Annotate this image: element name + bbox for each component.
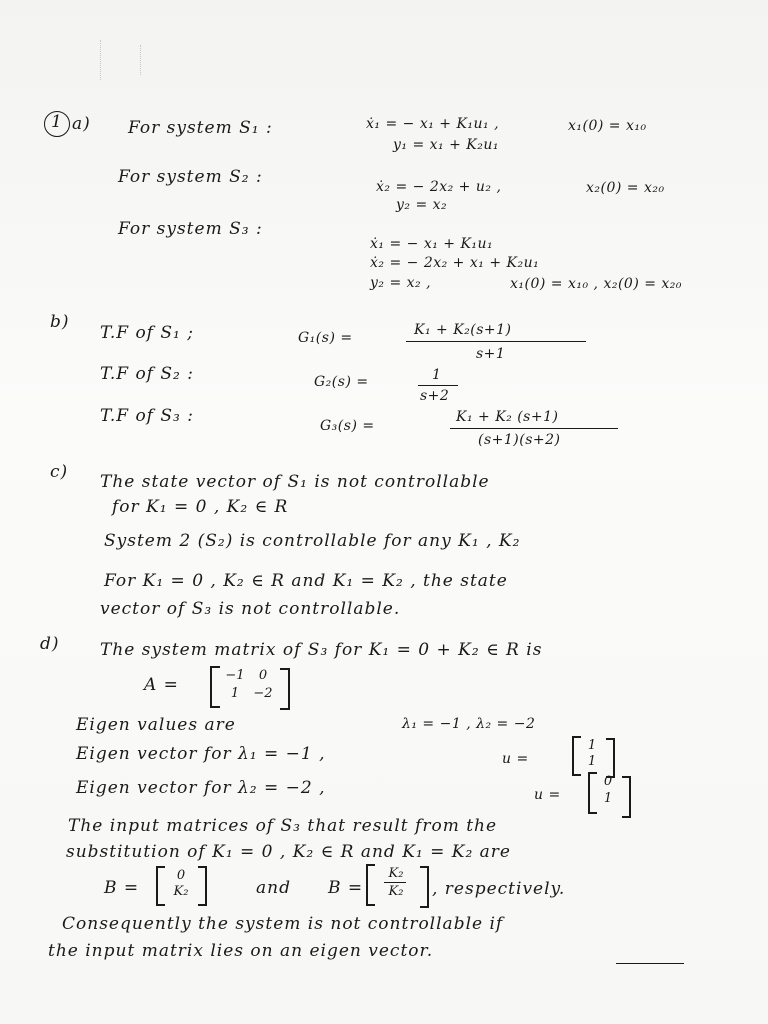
c-line-5: vector of S₃ is not controllable. (100, 599, 401, 619)
c-line-3: System 2 (S₂) is controllable for any K₁ , K₂ (104, 531, 521, 551)
s2-state-equation: ẋ₂ = − 2x₂ + u₂ , (376, 179, 502, 195)
s1-label: For system S₁ : (128, 118, 273, 138)
question-number: 1 (51, 112, 63, 132)
tf-s1-fraction-bar (406, 341, 586, 342)
tf-s2-lhs: G₂(s) = (314, 374, 369, 390)
eigenvector-1-lhs: u = (502, 751, 529, 767)
eigenvalues: λ₁ = −1 , λ₂ = −2 (402, 716, 536, 732)
matrix-b2-r1-underline (384, 882, 406, 883)
tf-s1-denominator: s+1 (476, 346, 506, 362)
eigenvector-1-r2: 1 (587, 754, 597, 769)
matrix-b1-r1: 0 (176, 868, 186, 883)
d-line-1: The system matrix of S₃ for K₁ = 0 + K₂ ∈ R is (100, 640, 543, 660)
matrix-b2-right-bracket (420, 866, 429, 908)
eigenvector-2-right-bracket (622, 776, 631, 818)
faint-margin-mark (140, 45, 141, 75)
tf-s3-numerator: K₁ + K₂ (s+1) (456, 409, 559, 425)
c-line-1: The state vector of S₁ is not controllable (100, 472, 490, 492)
matrix-b2-lhs: B = (328, 878, 364, 898)
matrix-b2-r2: K₂ (388, 884, 404, 899)
c-line-4: For K₁ = 0 , K₂ ∈ R and K₁ = K₂ , the state (104, 571, 508, 591)
and-word: and (256, 878, 291, 898)
matrix-b-lhs: B = (104, 878, 140, 898)
conclusion-line-1: Consequently the system is not controllable if (62, 914, 504, 934)
respectively-text: , respectively. (432, 879, 566, 899)
part-label-b: b) (50, 312, 70, 332)
matrix-a-r1c2: 0 (258, 668, 268, 683)
tf-s3-denominator: (s+1)(s+2) (478, 432, 561, 448)
tf-s2-label: T.F of S₂ : (100, 364, 194, 384)
tf-s3-lhs: G₃(s) = (320, 418, 375, 434)
part-label-d: d) (40, 634, 60, 654)
eigenvector-1-r1: 1 (587, 738, 597, 753)
matrix-a-right-bracket (280, 668, 290, 710)
input-matrices-line-2: substitution of K₁ = 0 , K₂ ∈ R and K₁ = K₂ are (66, 842, 511, 862)
tf-s3-label: T.F of S₃ : (100, 406, 194, 426)
faint-margin-mark (100, 40, 101, 80)
input-matrices-line-1: The input matrices of S₃ that result from the (68, 816, 498, 836)
s1-initial-condition: x₁(0) = x₁₀ (568, 118, 647, 134)
c-line-2: for K₁ = 0 , K₂ ∈ R (112, 497, 289, 517)
part-label-a: a) (72, 114, 91, 134)
matrix-a-r2c2: −2 (253, 686, 273, 701)
s2-label: For system S₂ : (118, 167, 263, 187)
matrix-a-left-bracket (210, 666, 220, 708)
matrix-b2-left-bracket (366, 864, 375, 906)
tf-s2-fraction-bar (418, 385, 458, 386)
tf-s1-label: T.F of S₁ ; (100, 323, 194, 343)
part-label-c: c) (50, 462, 69, 482)
s1-output-equation: y₁ = x₁ + K₂u₁ (393, 137, 499, 153)
matrix-a-lhs: A = (144, 675, 179, 695)
s3-state-equation-1: ẋ₁ = − x₁ + K₁u₁ (370, 236, 494, 252)
s3-state-equation-2: ẋ₂ = − 2x₂ + x₁ + K₂u₁ (370, 255, 540, 271)
s3-output-equation: y₂ = x₂ , (370, 275, 432, 291)
eigenvalues-label: Eigen values are (76, 715, 236, 735)
matrix-b1-right-bracket (198, 866, 207, 906)
s3-initial-conditions: x₁(0) = x₁₀ , x₂(0) = x₂₀ (510, 276, 683, 292)
matrix-b2-r1: K₂ (388, 866, 404, 881)
s2-initial-condition: x₂(0) = x₂₀ (586, 180, 665, 196)
matrix-a-r1c1: −1 (225, 668, 245, 683)
eigenvector-1-right-bracket (606, 738, 615, 778)
tf-s2-numerator: 1 (432, 367, 442, 383)
eigenvector-2-r1: 0 (603, 774, 613, 789)
eigen-vector-underline (616, 963, 684, 964)
tf-s2-denominator: s+2 (420, 388, 450, 404)
s3-label: For system S₃ : (118, 219, 263, 239)
eigenvector-2-lhs: u = (534, 787, 561, 803)
eigenvector-1-label: Eigen vector for λ₁ = −1 , (76, 744, 326, 764)
matrix-b1-r2: K₂ (173, 884, 189, 899)
matrix-a-r2c1: 1 (230, 686, 240, 701)
tf-s1-lhs: G₁(s) = (298, 330, 353, 346)
s2-output-equation: y₂ = x₂ (396, 197, 448, 213)
tf-s1-numerator: K₁ + K₂(s+1) (414, 322, 512, 338)
conclusion-line-2: the input matrix lies on an eigen vector. (48, 941, 434, 961)
s1-state-equation: ẋ₁ = − x₁ + K₁u₁ , (366, 116, 500, 132)
eigenvector-2-r2: 1 (603, 791, 613, 806)
tf-s3-fraction-bar (450, 428, 618, 429)
eigenvector-2-label: Eigen vector for λ₂ = −2 , (76, 778, 326, 798)
